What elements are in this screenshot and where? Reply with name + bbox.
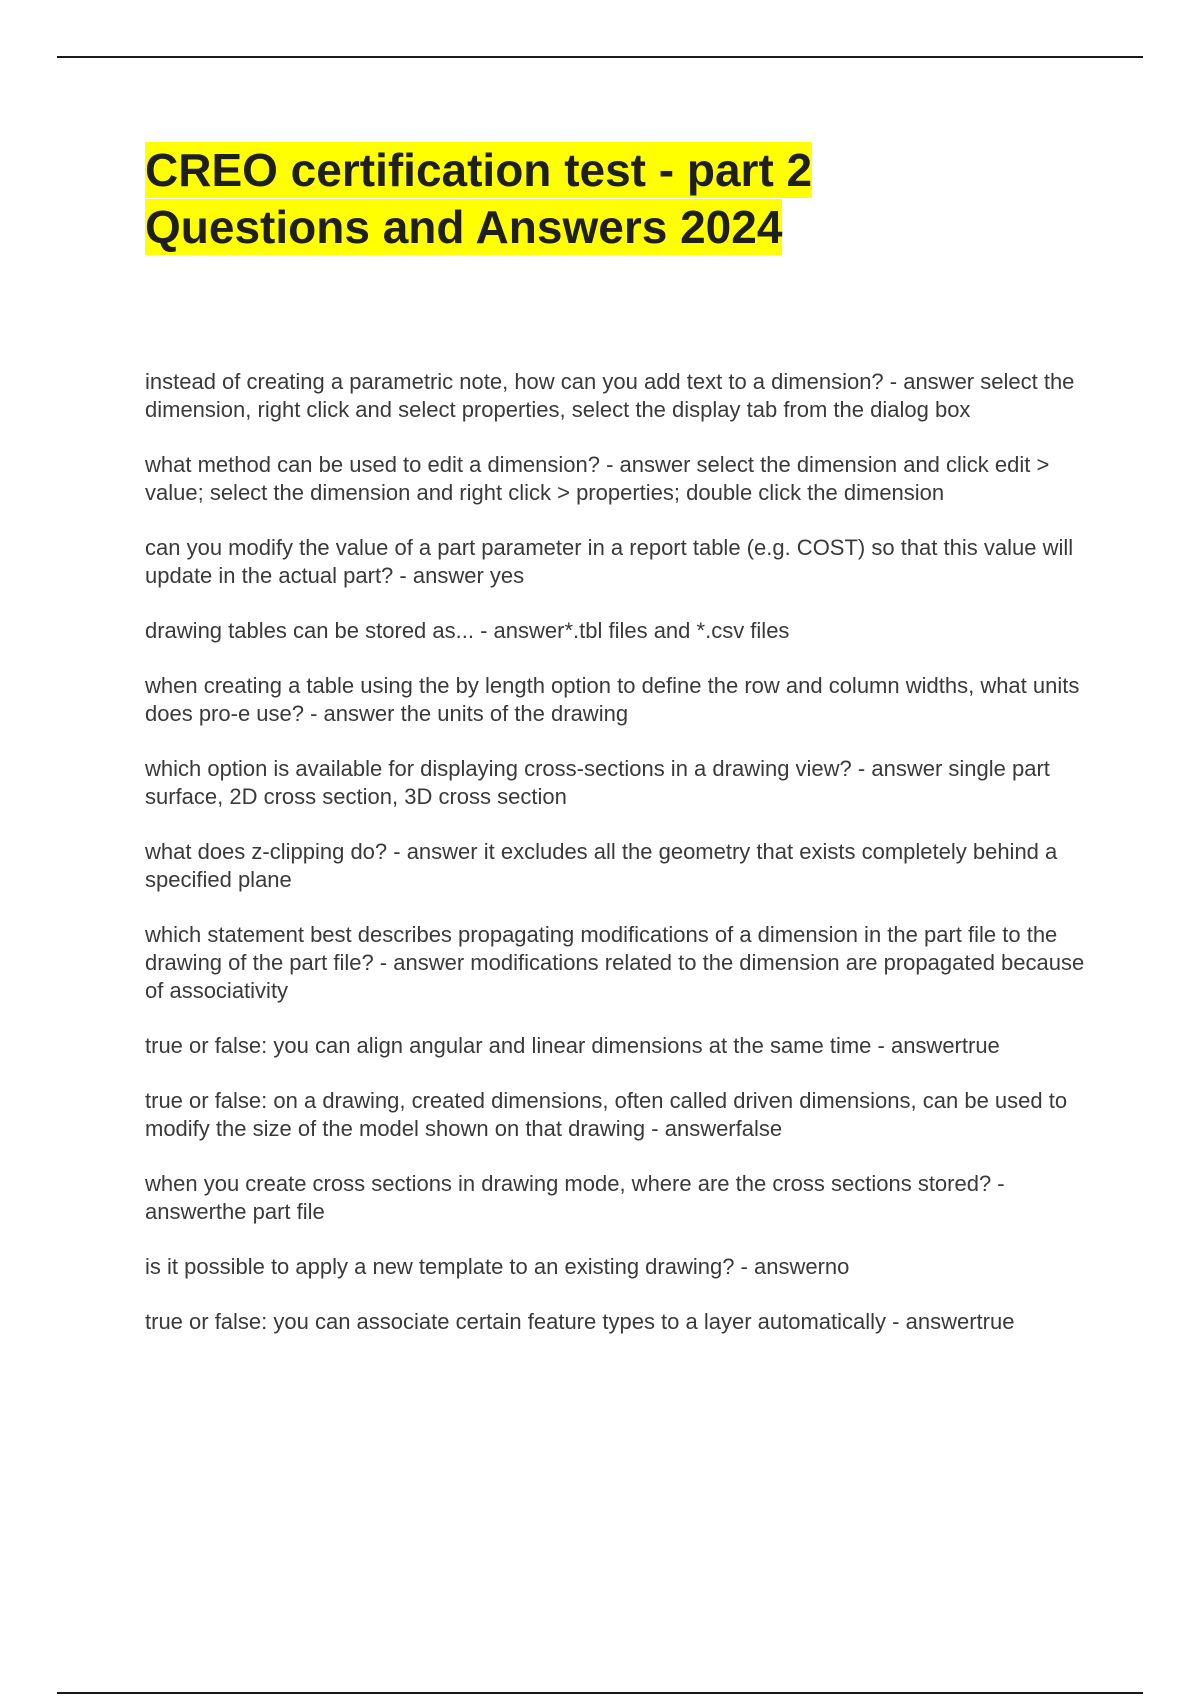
qa-item: true or false: you can align angular and linear dimensions at the same time - answertrue bbox=[145, 1033, 1000, 1058]
qa-item: is it possible to apply a new template to an existing drawing? - answerno bbox=[145, 1254, 850, 1279]
qa-item: true or false: on a drawing, created dimensions, often called driven dimensions, can be used to modify the size of the model shown on that drawing - answerfalse bbox=[145, 1088, 1068, 1141]
bottom-rule bbox=[57, 1692, 1143, 1694]
qa-item: which option is available for displaying cross-sections in a drawing view? - answer single part surface, 2D cross section, 3D cross section bbox=[145, 756, 1050, 809]
qa-item: what method can be used to edit a dimension? - answer select the dimension and click edit > value; select the dimension and right click > properties; double click the dimension bbox=[145, 452, 1050, 505]
qa-item: when you create cross sections in drawing mode, where are the cross sections stored? - answerthe part file bbox=[145, 1171, 1005, 1224]
top-rule bbox=[57, 56, 1143, 58]
qa-item: can you modify the value of a part parameter in a report table (e.g. COST) so that this value will update in the actual part? - answer yes bbox=[145, 535, 1074, 588]
qa-list bbox=[145, 368, 1090, 1363]
qa-item: when creating a table using the by length option to define the row and column widths, what units does pro-e use? - answer the units of the drawing bbox=[145, 673, 1080, 726]
title-line-1: CREO certification test - part 2 bbox=[145, 144, 813, 196]
qa-item: what does z-clipping do? - answer it excludes all the geometry that exists completely behind a specified plane bbox=[145, 839, 1058, 892]
title-line-2: Questions and Answers 2024 bbox=[145, 201, 783, 253]
qa-item: instead of creating a parametric note, how can you add text to a dimension? - answer select the dimension, right click and select properties, select the display tab from the dialog box bbox=[145, 369, 1075, 422]
qa-item: drawing tables can be stored as... - answer*.tbl files and *.csv files bbox=[145, 618, 790, 643]
document-title bbox=[145, 142, 1045, 256]
qa-item: true or false: you can associate certain feature types to a layer automatically - answertrue bbox=[145, 1309, 1015, 1334]
qa-item: which statement best describes propagating modifications of a dimension in the part file to the drawing of the part file? - answer modifications related to the dimension are propagated because of associativity bbox=[145, 922, 1085, 1003]
